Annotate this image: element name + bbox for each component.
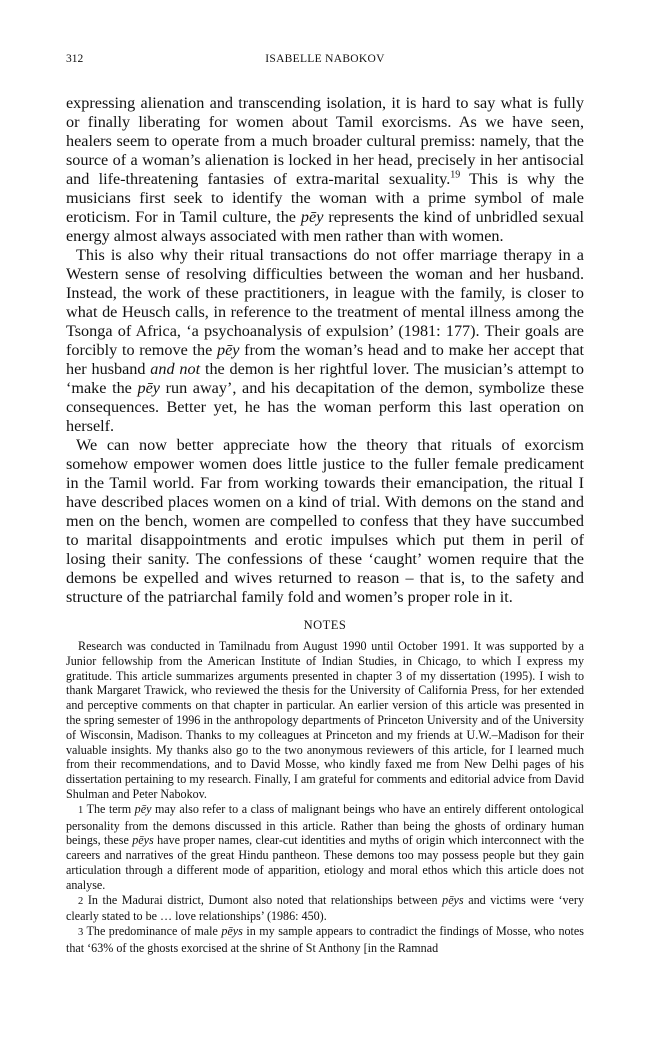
note-number: 1 [78, 804, 84, 816]
running-head: ISABELLE NABOKOV [265, 53, 385, 65]
note-number: 3 [78, 927, 84, 939]
note-item: 2 In the Madurai district, Dumont also noted that relationships between pēys and victims were ‘very clearly stated to be … love relationships’ (1986: 450). [66, 892, 584, 924]
body-paragraph: This is also why their ritual transactions do not offer marriage therapy in a Western sense of resolving difficulties between the woman and her husband. Instead, the work of these practitioners, in league with the family, is closer to what de Heusch calls, in reference to the treatment of mental illness among the Tsonga of Africa, ‘a psychoanalysis of expulsion’ (1981: 177). Their goals are forcibly to remove the pēy from the woman’s head and to make her accept that her husband and not the demon is her rightful lover. The musician’s attempt to ‘make the pēy run away’, and his decapitation of the demon, symbolize these consequences. Better yet, he has the woman perform this last operation on herself. [66, 246, 584, 435]
note-intro: Research was conducted in Tamilnadu from August 1990 until October 1991. It was supported by a Junior fellowship from the American Institute of Indian Studies, in Chicago, to which I express my gratitude. This article summarizes arguments presented in chapter 3 of my dissertation (1995). I wish to thank Margaret Trawick, who reviewed the thesis for the University of California Press, for her extended and perceptive comments on that chapter in particular. An earlier version of this article was presented in the spring semester of 1996 in the anthropology departments of Princeton University and of the University of Wisconsin, Madison. Thanks to my colleagues at Princeton and my friends at U.W.–Madison for their valuable insights. My thanks also go to the two anonymous reviewers of this article, for I learned much from their recommendations, and to David Mosse, who kindly faxed me from New Delhi pages of his dissertation pertaining to my research. Finally, I am grateful for comments and editorial advice from David Shulman and Peter Nabokov. [66, 639, 584, 801]
note-number: 2 [78, 895, 84, 907]
note-item: 1 The term pēy may also refer to a class of malignant beings who have an entirely different ontological personality from the demons discussed in this article. Rather than being the ghosts of ordinary human beings, these pēys have proper names, clear-cut identities and myths of origin which interconnect with the careers and narratives of the great Hindu pantheon. These demons too may possess people but they gain articulation through a different mode of apparition, etiology and moral ethos which this article does not analyse. [66, 801, 584, 892]
note-item: 3 The predominance of male pēys in my sample appears to contradict the findings of Mosse, who notes that ‘63% of the ghosts exorcised at the shrine of St Anthony [in the Ramnad [66, 924, 584, 955]
body-paragraph: We can now better appreciate how the theory that rituals of exorcism somehow empower women does little justice to the fuller female predicament in the Tamil world. Far from working towards their emancipation, the ritual I have described places women on a kind of trial. With demons on the stand and men on the bench, women are compelled to confess that they have succumbed to marital disappointments and erotic impulses which put them in peril of losing their sanity. The confessions of these ‘caught’ women require that the demons be expelled and wives returned to reason – that is, to the safety and structure of the patriarchal family fold and women’s proper role in it. [66, 436, 584, 606]
body-text [66, 94, 584, 607]
page-number: 312 [66, 53, 84, 65]
notes-section [66, 639, 584, 956]
page-header [66, 53, 584, 73]
notes-heading: NOTES [303, 618, 347, 632]
footnote-ref[interactable]: 19 [450, 169, 461, 181]
body-paragraph: expressing alienation and transcending isolation, it is hard to say what is fully or finally liberating for women about Tamil exorcisms. As we have seen, healers seem to operate from a much broader cultural premiss: namely, that the source of a woman’s alienation is locked in her head, precisely in her antisocial and life-threatening fantasies of extra-marital sexuality.$^{19}$ This is why the musicians first seek to identify the woman with a prime symbol of male eroticism. For in Tamil culture, the pēy represents the kind of unbridled sexual energy almost always associated with men rather than with women. [66, 94, 584, 245]
